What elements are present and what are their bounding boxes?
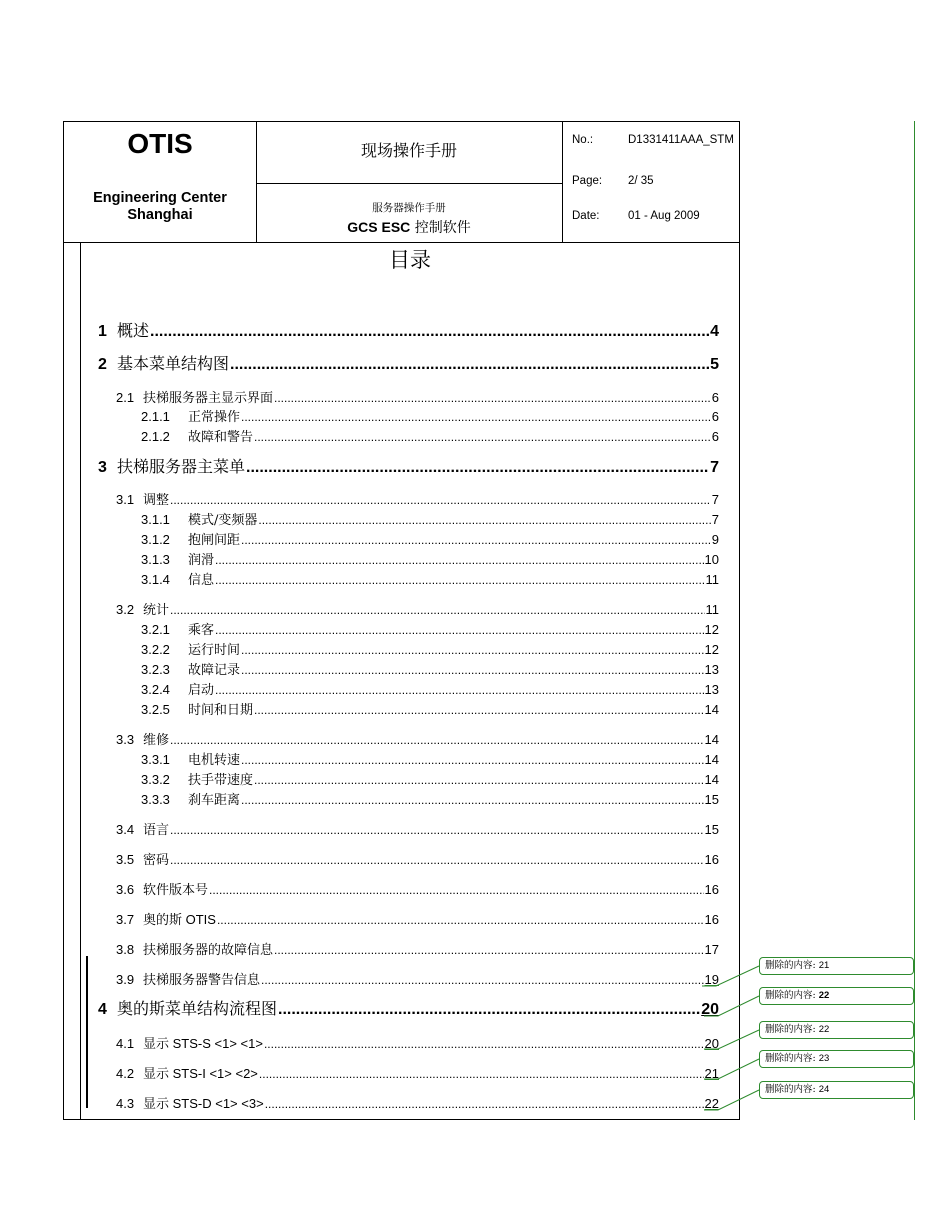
product-name (256, 217, 562, 237)
toc-entry-number: 3.9 (116, 972, 135, 987)
toc-entry[interactable] (98, 996, 719, 1019)
revision-balloon[interactable] (759, 987, 914, 1005)
toc-entry-page: 12 (704, 622, 719, 637)
toc-entry-page: 6 (711, 390, 719, 405)
revision-value: 22 (818, 990, 830, 1001)
toc-entry-page: 20 (701, 1001, 719, 1018)
toc-leader-dots (241, 753, 704, 767)
change-bar (86, 956, 88, 1108)
toc-entry-label: 信息 (188, 573, 215, 588)
toc-entry-label: 正常操作 (188, 410, 241, 425)
toc-leader-dots (230, 356, 709, 374)
toc-entry-page: 12 (704, 642, 719, 657)
toc-entry[interactable] (116, 849, 719, 868)
toc-leader-dots (241, 533, 711, 547)
title-divider (256, 183, 562, 184)
toc-entry-number: 2 (98, 356, 107, 373)
toc-entry-label: 调整 (143, 493, 170, 508)
frame-bottom-border (63, 1119, 740, 1120)
engineering-center (64, 190, 256, 224)
toc-entry-label: 故障和警告 (188, 430, 254, 445)
toc-leader-dots (246, 459, 709, 477)
product-bold: GCS ESC (347, 219, 411, 235)
revision-balloon[interactable] (759, 1050, 914, 1068)
revision-value: 24 (818, 1084, 830, 1095)
toc-entry-page: 13 (704, 682, 719, 697)
toc-entry[interactable] (116, 939, 719, 958)
toc-entry[interactable] (116, 729, 719, 748)
doc-subtitle: 服务器操作手册 (372, 202, 446, 214)
toc-entry-page: 14 (704, 732, 719, 747)
toc-entry[interactable] (98, 454, 719, 477)
toc-entry-page: 11 (705, 602, 719, 617)
toc-leader-dots (261, 973, 704, 987)
revision-balloon[interactable] (759, 1081, 914, 1099)
toc-entry-number: 3.3.2 (141, 772, 170, 787)
toc-entry-page: 7 (711, 492, 719, 507)
center-line2: Shanghai (127, 207, 193, 223)
toc-entry-number: 3.2.3 (141, 662, 170, 677)
toc-entry-number: 3.2.4 (141, 682, 170, 697)
toc-entry[interactable] (141, 406, 719, 425)
otis-logo: OTIS (127, 128, 193, 159)
revision-balloon[interactable] (759, 957, 914, 975)
toc-leader-dots (209, 883, 704, 897)
toc-entry-number: 3 (98, 459, 107, 476)
toc-entry-label: 显示 STS-I <1> <2> (143, 1066, 258, 1082)
toc-leader-dots (215, 573, 704, 587)
toc-entry-number: 1 (98, 323, 107, 340)
toc-entry-number: 3.2 (116, 602, 135, 617)
toc-entry-number: 3.3 (116, 732, 135, 747)
toc-leader-dots (217, 913, 704, 927)
company-cell (64, 122, 257, 242)
toc-leader-dots (241, 410, 711, 424)
toc-entry-page: 14 (704, 752, 719, 767)
toc-entry-page: 14 (704, 772, 719, 787)
toc-entry-label: 扶手带速度 (188, 773, 254, 788)
toc-entry-label: 电机转速 (188, 753, 241, 768)
toc-entry-number: 3.7 (116, 912, 135, 927)
toc-entry-page: 16 (704, 912, 719, 927)
toc-entry-label: 启动 (188, 683, 215, 698)
toc-entry[interactable] (141, 699, 719, 718)
toc-entry[interactable] (141, 549, 719, 568)
toc-entry-number: 3.3.1 (141, 752, 170, 767)
toc-entry-page: 6 (711, 409, 719, 424)
toc-entry[interactable] (116, 1033, 719, 1052)
toc-entry[interactable] (116, 909, 719, 928)
revision-value: 22 (818, 1024, 830, 1035)
toc-entry-label: 乘客 (188, 623, 215, 638)
toc-entry-page: 7 (710, 459, 719, 476)
revision-prefix: 删除的内容: (765, 1053, 819, 1064)
toc-entry-number: 3.1.3 (141, 552, 170, 567)
toc-entry-page: 21 (704, 1066, 719, 1081)
toc-entry-page: 19 (704, 972, 719, 987)
toc-entry-label: 扶梯服务器的故障信息 (143, 943, 274, 958)
toc-entry-label: 维修 (143, 733, 170, 748)
toc-entry-number: 3.1.2 (141, 532, 170, 547)
toc-entry[interactable] (141, 529, 719, 548)
date-label: Date: (572, 210, 600, 222)
revision-prefix: 删除的内容: (765, 1084, 819, 1095)
toc-leader-dots (170, 603, 704, 617)
toc-entry[interactable] (141, 789, 719, 808)
toc-entry-label: 模式/变频器 (188, 513, 258, 528)
revision-prefix: 删除的内容: (765, 1024, 819, 1035)
frame-right-border (739, 243, 740, 1120)
document-header (63, 121, 740, 243)
date-value: 01 - Aug 2009 (628, 210, 700, 222)
toc-leader-dots (170, 853, 704, 867)
toc-entry-page: 14 (704, 702, 719, 717)
toc-entry[interactable] (141, 659, 719, 678)
toc-entry-label: 故障记录 (188, 663, 241, 678)
toc-entry[interactable] (116, 489, 719, 508)
toc-entry-label: 软件版本号 (143, 883, 209, 898)
toc-entry-page: 6 (711, 429, 719, 444)
toc-leader-dots (259, 1067, 704, 1081)
toc-entry[interactable] (116, 387, 719, 406)
toc-entry[interactable] (116, 1093, 719, 1112)
page-value: 2/ 35 (628, 175, 654, 187)
toc-entry-page: 16 (704, 882, 719, 897)
toc-entry[interactable] (116, 879, 719, 898)
toc-entry-page: 13 (704, 662, 719, 677)
title-cell (256, 122, 563, 242)
toc-entry[interactable] (141, 749, 719, 768)
toc-leader-dots (241, 793, 704, 807)
toc-heading: 目录 (389, 248, 431, 272)
toc-entry-label: 抱闸间距 (188, 533, 241, 548)
toc-leader-dots (241, 643, 704, 657)
toc-entry-number: 3.1.4 (141, 572, 170, 587)
toc-entry-number: 3.1 (116, 492, 135, 507)
toc-entry-label: 扶梯服务器主显示界面 (143, 391, 274, 406)
toc-entry-label: 显示 STS-D <1> <3> (143, 1096, 264, 1112)
toc-entry-label: 时间和日期 (188, 703, 254, 718)
revision-prefix: 删除的内容: (765, 990, 819, 1001)
no-value: D1331411AAA_STM (628, 134, 734, 146)
toc-entry[interactable] (116, 969, 719, 988)
toc-entry-number: 4 (98, 1001, 107, 1018)
toc-entry-page: 7 (711, 512, 719, 527)
toc-entry-number: 3.8 (116, 942, 135, 957)
no-label: No.: (572, 134, 594, 146)
toc-entry[interactable] (141, 619, 719, 638)
toc-entry-number: 4.2 (116, 1066, 135, 1081)
page-label: Page: (572, 175, 603, 187)
toc-leader-dots (254, 430, 711, 444)
toc-entry-label: 统计 (143, 603, 170, 618)
toc-leader-dots (215, 553, 704, 567)
toc-entry-number: 2.1 (116, 390, 135, 405)
toc-entry-page: 15 (704, 822, 719, 837)
toc-leader-dots (278, 1001, 700, 1019)
toc-entry[interactable] (98, 318, 719, 341)
toc-entry-number: 3.5 (116, 852, 135, 867)
toc-entry-label: 显示 STS-S <1> <1> (143, 1036, 263, 1052)
toc-entry-label: 扶梯服务器主菜单 (117, 457, 246, 476)
toc-entry-number: 3.3.3 (141, 792, 170, 807)
toc-entry[interactable] (116, 599, 719, 618)
toc-leader-dots (170, 733, 704, 747)
revision-value: 21 (818, 960, 830, 971)
toc-entry-label: 刹车距离 (188, 793, 241, 808)
toc-entry[interactable] (141, 639, 719, 658)
toc-leader-dots (215, 683, 704, 697)
toc-entry-number: 3.1.1 (141, 512, 170, 527)
toc-leader-dots (254, 773, 704, 787)
toc-entry-number: 2.1.2 (141, 429, 170, 444)
markup-margin-line (914, 121, 915, 1120)
toc-entry-page: 15 (704, 792, 719, 807)
toc-entry-label: 润滑 (188, 553, 215, 568)
toc-leader-dots (274, 943, 704, 957)
revision-prefix: 删除的内容: (765, 960, 819, 971)
toc-entry[interactable] (141, 426, 719, 445)
toc-leader-dots (170, 493, 711, 507)
toc-entry-page: 11 (705, 572, 719, 587)
toc-entry-label: 运行时间 (188, 643, 241, 658)
toc-entry-number: 3.4 (116, 822, 135, 837)
toc-entry[interactable] (98, 351, 719, 374)
toc-leader-dots (258, 513, 710, 527)
toc-entry-number: 3.2.2 (141, 642, 170, 657)
toc-entry-page: 22 (704, 1096, 719, 1111)
toc-entry[interactable] (141, 769, 719, 788)
product-rest: 控制软件 (410, 220, 471, 236)
toc-entry-page: 16 (704, 852, 719, 867)
toc-entry-page: 20 (704, 1036, 719, 1051)
toc-entry[interactable] (141, 509, 719, 528)
toc-entry-label: 奥的斯菜单结构流程图 (117, 999, 278, 1018)
toc-entry-label: 奥的斯 OTIS (143, 912, 216, 928)
toc-entry-page: 10 (704, 552, 719, 567)
toc-leader-dots (274, 391, 711, 405)
toc-entry-label: 语言 (143, 823, 170, 838)
toc-entry[interactable] (116, 819, 719, 838)
frame-inner-border (80, 243, 81, 1120)
toc-entry-label: 基本菜单结构图 (117, 354, 230, 373)
toc-leader-dots (264, 1037, 704, 1051)
toc-leader-dots (150, 323, 709, 341)
toc-entry-number: 4.3 (116, 1096, 135, 1111)
revision-balloon[interactable] (759, 1021, 914, 1039)
toc-entry-number: 3.6 (116, 882, 135, 897)
toc-entry-page: 17 (704, 942, 719, 957)
toc-leader-dots (170, 823, 704, 837)
toc-entry-page: 9 (711, 532, 719, 547)
revision-value: 23 (818, 1053, 830, 1064)
frame-left-border (63, 243, 64, 1120)
toc-leader-dots (254, 703, 704, 717)
toc-entry[interactable] (116, 1063, 719, 1082)
toc-entry[interactable] (141, 569, 719, 588)
toc-leader-dots (241, 663, 704, 677)
toc-entry-page: 4 (710, 323, 719, 340)
toc-entry-label: 概述 (117, 321, 150, 340)
toc-leader-dots (265, 1097, 704, 1111)
toc-entry-page: 5 (710, 356, 719, 373)
toc-entry-number: 3.2.5 (141, 702, 170, 717)
doc-title: 现场操作手册 (360, 141, 457, 160)
toc-entry-number: 3.2.1 (141, 622, 170, 637)
toc-entry-label: 密码 (143, 853, 170, 868)
center-line1: Engineering Center (93, 190, 227, 206)
toc-entry-label: 扶梯服务器警告信息 (143, 973, 261, 988)
toc-entry-number: 4.1 (116, 1036, 135, 1051)
toc-leader-dots (215, 623, 704, 637)
toc-entry[interactable] (141, 679, 719, 698)
toc-entry-number: 2.1.1 (141, 409, 170, 424)
